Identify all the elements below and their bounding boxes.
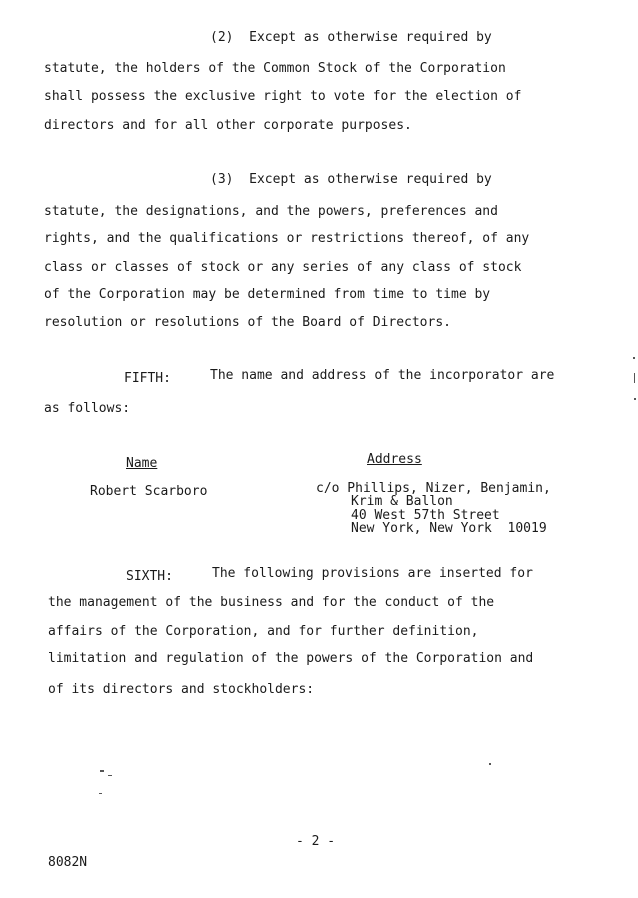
paragraph-3-line-5: of the Corporation may be determined from time to time by [44,287,491,302]
scan-speck [99,793,102,794]
sixth-heading: SIXTH: [126,569,173,584]
name-header: Name [126,456,158,471]
sixth-line-5: of its directors and stockholders: [48,682,315,697]
sixth-line-2: the management of the business and for the conduct of the [48,595,495,610]
paragraph-2-line-3: shall possess the exclusive right to vote for the election of [44,89,522,104]
paragraph-3-line-3: rights, and the qualifications or restrictions thereof, of any [44,231,530,246]
address-line-2: Krim & Ballon [351,494,453,509]
paragraph-2-line-1: (2) Except as otherwise required by [210,30,492,45]
paragraph-3-line-6: resolution or resolutions of the Board of Directors. [44,315,451,330]
paragraph-3-line-1: (3) Except as otherwise required by [210,172,492,187]
address-line-1: c/o Phillips, Nizer, Benjamin, [316,481,551,496]
scan-speck [100,770,104,772]
paragraph-2-line-4: directors and for all other corporate purposes. [44,118,412,133]
incorporator-name: Robert Scarboro [90,484,208,499]
address-header: Address [367,452,422,467]
sixth-line-3: affairs of the Corporation, and for further definition, [48,624,479,639]
scan-speck [634,373,635,383]
page-number: - 2 - [296,834,336,849]
paragraph-3-line-4: class or classes of stock or any series of any class of stock [44,260,522,275]
document-code: 8082N [48,855,88,870]
sixth-line-1: The following provisions are inserted for [212,566,533,581]
scan-speck [489,763,491,765]
address-line-3: 40 West 57th Street [351,508,500,523]
paragraph-2-line-2: statute, the holders of the Common Stock of the Corporation [44,61,506,76]
fifth-heading: FIFTH: [124,371,171,386]
fifth-line-2: as follows: [44,401,131,416]
scan-speck [108,775,112,776]
fifth-line-1: The name and address of the incorporator are [210,368,555,383]
paragraph-3-line-2: statute, the designations, and the powers, preferences and [44,204,498,219]
scan-speck [633,357,635,359]
sixth-line-4: limitation and regulation of the powers of the Corporation and [48,651,534,666]
scan-speck [634,398,636,400]
address-line-4: New York, New York 10019 [351,521,547,536]
